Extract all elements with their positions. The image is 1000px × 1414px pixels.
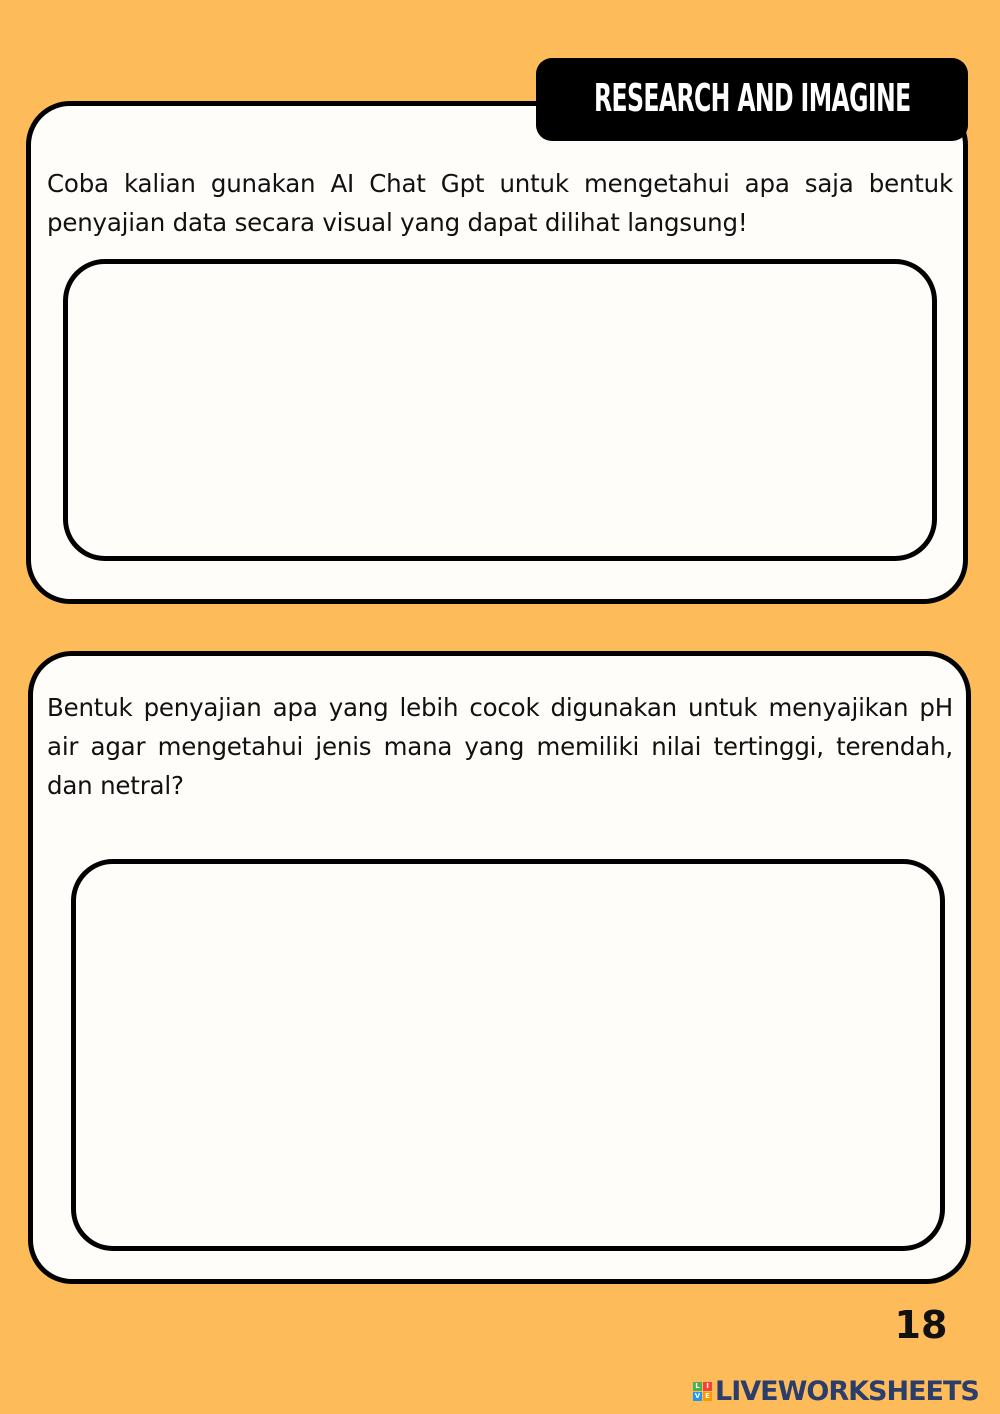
liveworksheets-logo bbox=[693, 1376, 979, 1406]
logo-mark-letter-e: E bbox=[703, 1392, 712, 1401]
answer-box-1[interactable] bbox=[63, 259, 937, 561]
logo-mark-letter-v: V bbox=[694, 1391, 701, 1400]
question-2: Bentuk penyajian apa yang lebih cocok digunakan untuk menyajikan pH air agar mengetahui jenis mana yang memiliki nilai tertinggi, terendah, dan netral? bbox=[47, 693, 953, 800]
liveworksheets-logo-text: LIVEWORKSHEETS bbox=[715, 1375, 979, 1407]
page-number: 18 bbox=[894, 1303, 948, 1347]
logo-mark-letter-i: I bbox=[703, 1382, 712, 1391]
section-title: RESEARCH AND IMAGINE bbox=[593, 75, 911, 120]
answer-box-2[interactable] bbox=[71, 859, 945, 1251]
liveworksheets-logo-icon bbox=[693, 1382, 712, 1401]
question-1: Coba kalian gunakan AI Chat Gpt untuk mengetahui apa saja bentuk penyajian data secara visual yang dapat dilihat langsung! bbox=[47, 169, 953, 237]
section-title-tab bbox=[536, 58, 968, 141]
logo-mark-letter-l: L bbox=[693, 1382, 702, 1391]
